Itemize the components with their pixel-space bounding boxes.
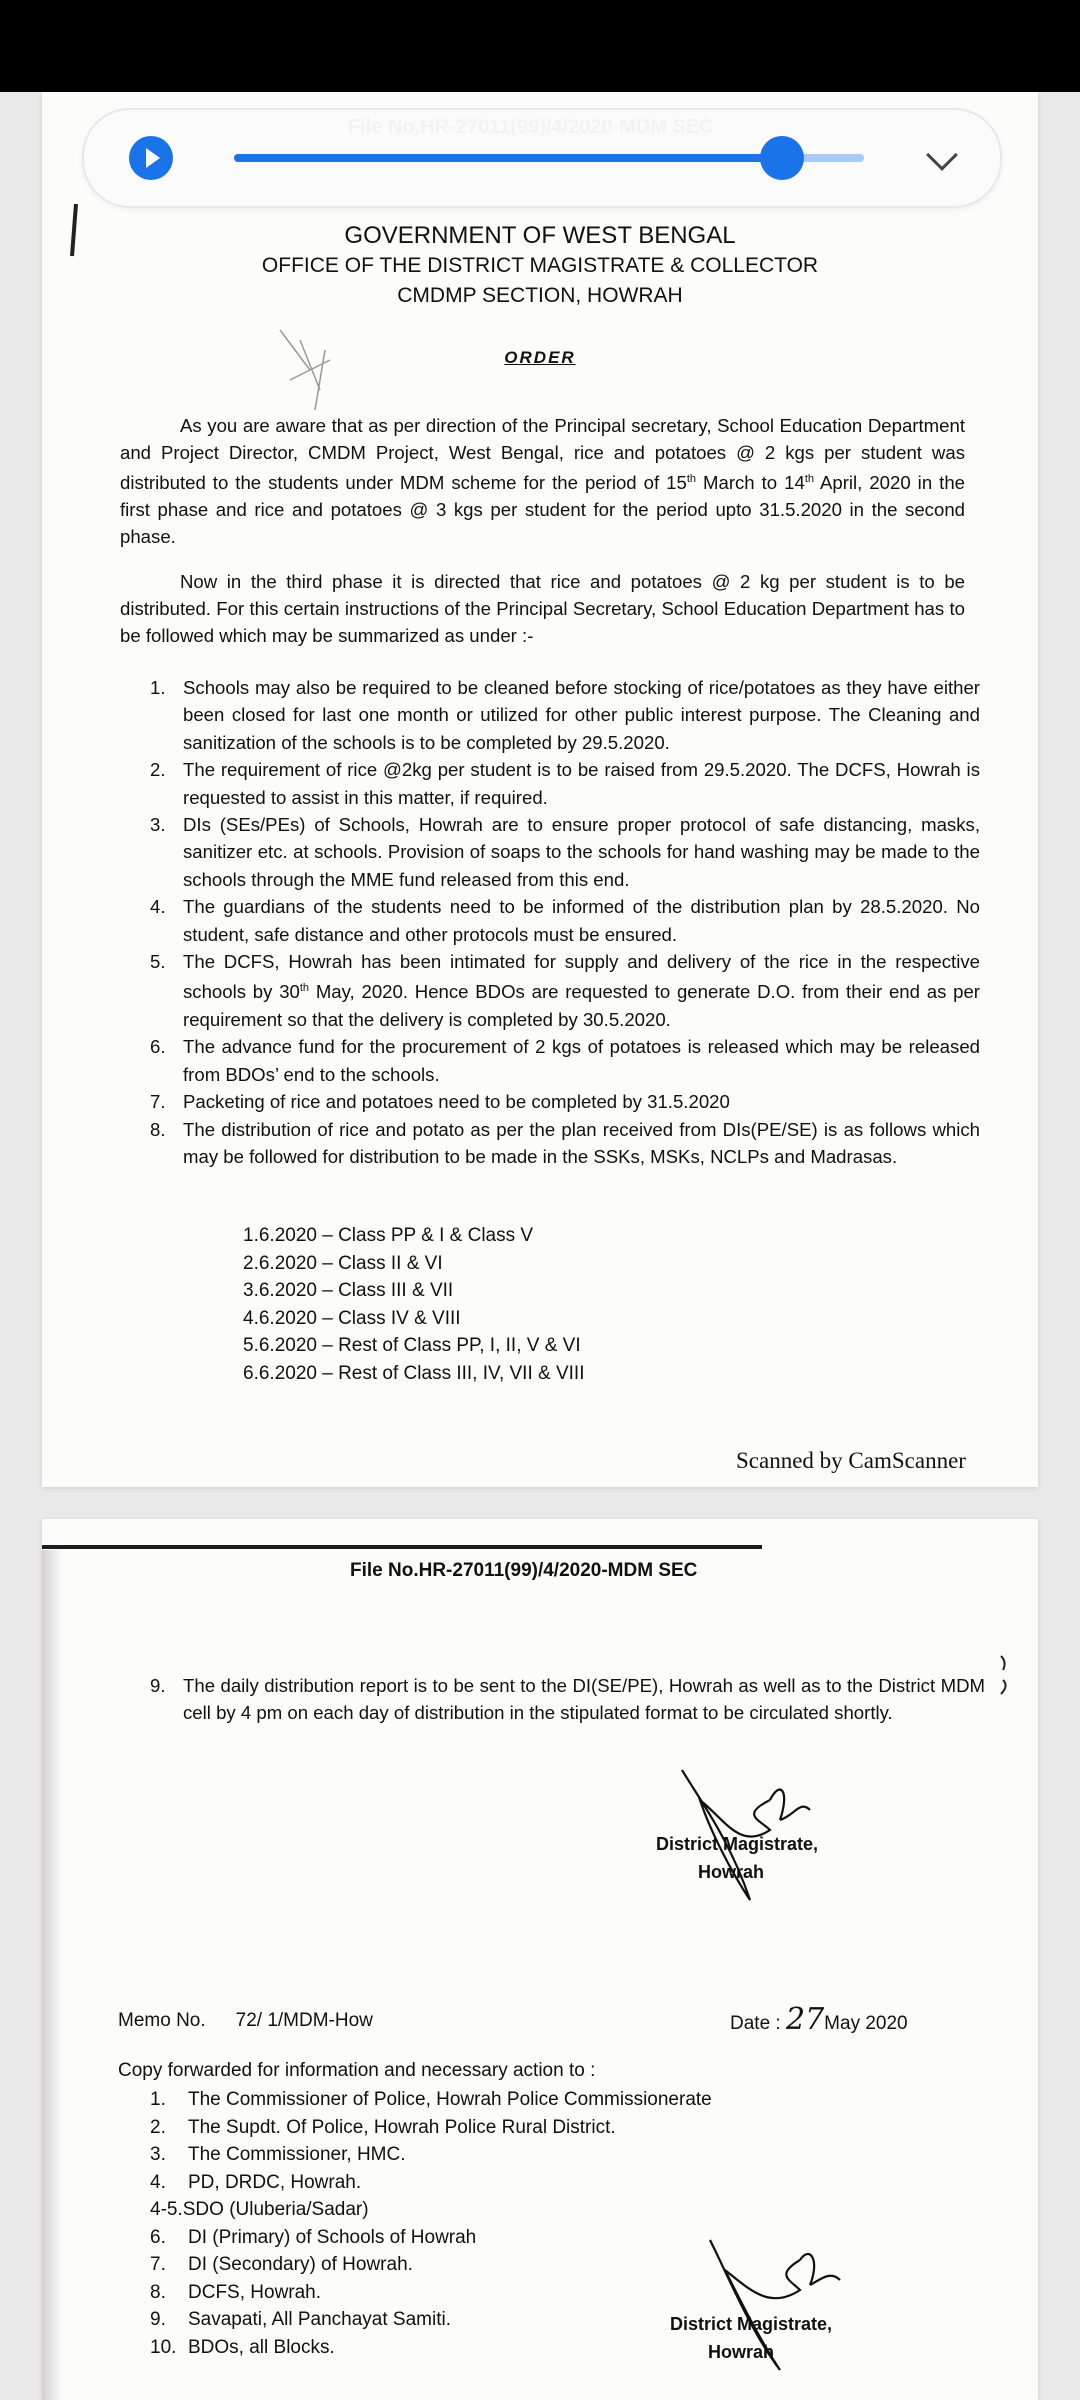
list-item: 9. The daily distribution report is to be sent to the DI(SE/PE), Howrah as well as to the District MDM cell by 4 pm on each day of distribution in the stipulated format to be circulated shortly. <box>150 1675 985 1723</box>
list-item: 3. The Commissioner, HMC. <box>150 2144 406 2165</box>
list-item: 4. The guardians of the students need to be informed of the distribution plan by 28.5.2020. No student, safe distance and other protocols must be ensured. <box>150 896 980 945</box>
play-icon[interactable] <box>129 136 173 180</box>
signature-block <box>670 2310 832 2366</box>
list-item: 10. BDOs, all Blocks. <box>150 2336 335 2358</box>
schedule-row: 6.6.2020 – Rest of Class III, IV, VII & VIII <box>243 1362 585 1384</box>
memo-date: Date : 27May 2020 <box>730 2002 908 2037</box>
signatory-place: Howrah <box>708 2342 775 2362</box>
list-item: 5. The DCFS, Howrah has been intimated for supply and delivery of the rice in the respective schools by 30th May, 2020. Hence BDOs are requested to generate D.O. from their end as per requirement so that the delivery is completed by 30.5.2020. <box>150 951 980 1031</box>
signatory-place: Howrah <box>698 1862 765 1882</box>
list-item: 3. DIs (SEs/PEs) of Schools, Howrah are to ensure proper protocol of safe distancing, masks, sanitizer etc. at schools. Provision of soaps to the schools for hand washing may be made to the schools through the MME fund released from this end. <box>150 814 980 890</box>
intro-paragraph: As you are aware that as per direction of the Principal secretary, School Education Department and Project Director, CMDM Project, West Bengal, rice and potatoes @ 2 kgs per student was distributed to the students under MDM scheme for the period of 15th March to 14th April, 2020 in the first phase and rice and potatoes @ 3 kgs per student for the period upto 31.5.2020 in the second phase. <box>120 415 965 548</box>
schedule-row: 5.6.2020 – Rest of Class PP, I, II, V & VI <box>243 1335 581 1356</box>
seek-bar-progress <box>234 154 782 162</box>
order-title: ORDER <box>504 348 576 367</box>
schedule-row: 2.6.2020 – Class II & VI <box>243 1252 443 1274</box>
list-item: 8. The distribution of rice and potato as per the plan received from DIs(PE/SE) is as follows which may be followed for distribution to be made in the SSKs, MSKs, NCLPs and Madrasas. <box>150 1118 980 1168</box>
status-bar <box>0 0 1080 92</box>
header-section: CMDMP SECTION, HOWRAH <box>397 284 683 307</box>
copy-list <box>150 2086 712 2361</box>
memo-number: Memo No. 72/ 1/MDM-How <box>118 2010 373 2031</box>
schedule-row: 3.6.2020 – Class III & VII <box>243 1280 454 1301</box>
list-item: 2. The Supdt. Of Police, Howrah Police Rural District. <box>150 2116 616 2138</box>
seek-handle[interactable] <box>760 136 804 180</box>
list-item: 2. The requirement of rice @2kg per student is to be raised from 29.5.2020. The DCFS, Howrah is requested to assist in this matter, if required. <box>150 759 980 808</box>
schedule-row: 1.6.2020 – Class PP & I & Class V <box>243 1225 534 1246</box>
audio-player <box>82 108 1002 208</box>
header-office: OFFICE OF THE DISTRICT MAGISTRATE & COLLECTOR <box>261 254 819 277</box>
distribution-schedule <box>243 1222 584 1387</box>
camscanner-watermark: Scanned by CamScanner <box>736 1448 966 1473</box>
third-phase-paragraph: Now in the third phase it is directed that rice and potatoes @ 2 kg per student is to be distributed. For this certain instructions of the Principal Secretary, School Education Department has to be followed which may be summarized as under :- <box>120 571 965 646</box>
chevron-down-icon[interactable] <box>926 139 958 171</box>
scan-edge-shade <box>42 1550 62 2400</box>
instruction-list <box>140 674 980 1171</box>
signatory-title: District Magistrate, <box>656 1834 819 1854</box>
margin-mark <box>995 1650 1015 1700</box>
header-government: GOVERNMENT OF WEST BENGAL <box>344 222 736 249</box>
scan-edge-line <box>42 1545 762 1549</box>
list-item: 7. Packeting of rice and potatoes need to be completed by 31.5.2020 <box>150 1091 730 1113</box>
list-item: 1. The Commissioner of Police, Howrah Police Commissionerate <box>150 2089 712 2110</box>
schedule-row: 4.6.2020 – Class IV & VIII <box>243 1307 461 1329</box>
list-item: 7. DI (Secondary) of Howrah. <box>150 2254 413 2275</box>
list-item: 9. Savapati, All Panchayat Samiti. <box>150 2309 451 2330</box>
signatory-title: District Magistrate, <box>670 2314 833 2334</box>
copy-heading: Copy forwarded for information and necessary action to : <box>118 2060 596 2081</box>
list-item: 6. The advance fund for the procurement of 2 kgs of potatoes is released which may be released from BDOs’ end to the schools. <box>150 1036 980 1085</box>
list-item: 6. DI (Primary) of Schools of Howrah <box>150 2226 477 2248</box>
signature-block <box>656 1830 818 1886</box>
seek-bar[interactable] <box>234 154 864 162</box>
list-item: 4-5.SDO (Uluberia/Sadar) <box>150 2199 369 2220</box>
list-item: 1. Schools may also be required to be cleaned before stocking of rice/potatoes as they have either been closed for last one month or utilized for other public interest purpose. The Cleaning and sanitization of the schools is to be completed by 29.5.2020. <box>150 677 980 753</box>
list-item: 8. DCFS, Howrah. <box>150 2281 322 2303</box>
list-item: 4. PD, DRDC, Howrah. <box>150 2171 362 2193</box>
page2-file-number: File No.HR-27011(99)/4/2020-MDM SEC <box>350 1560 698 1581</box>
